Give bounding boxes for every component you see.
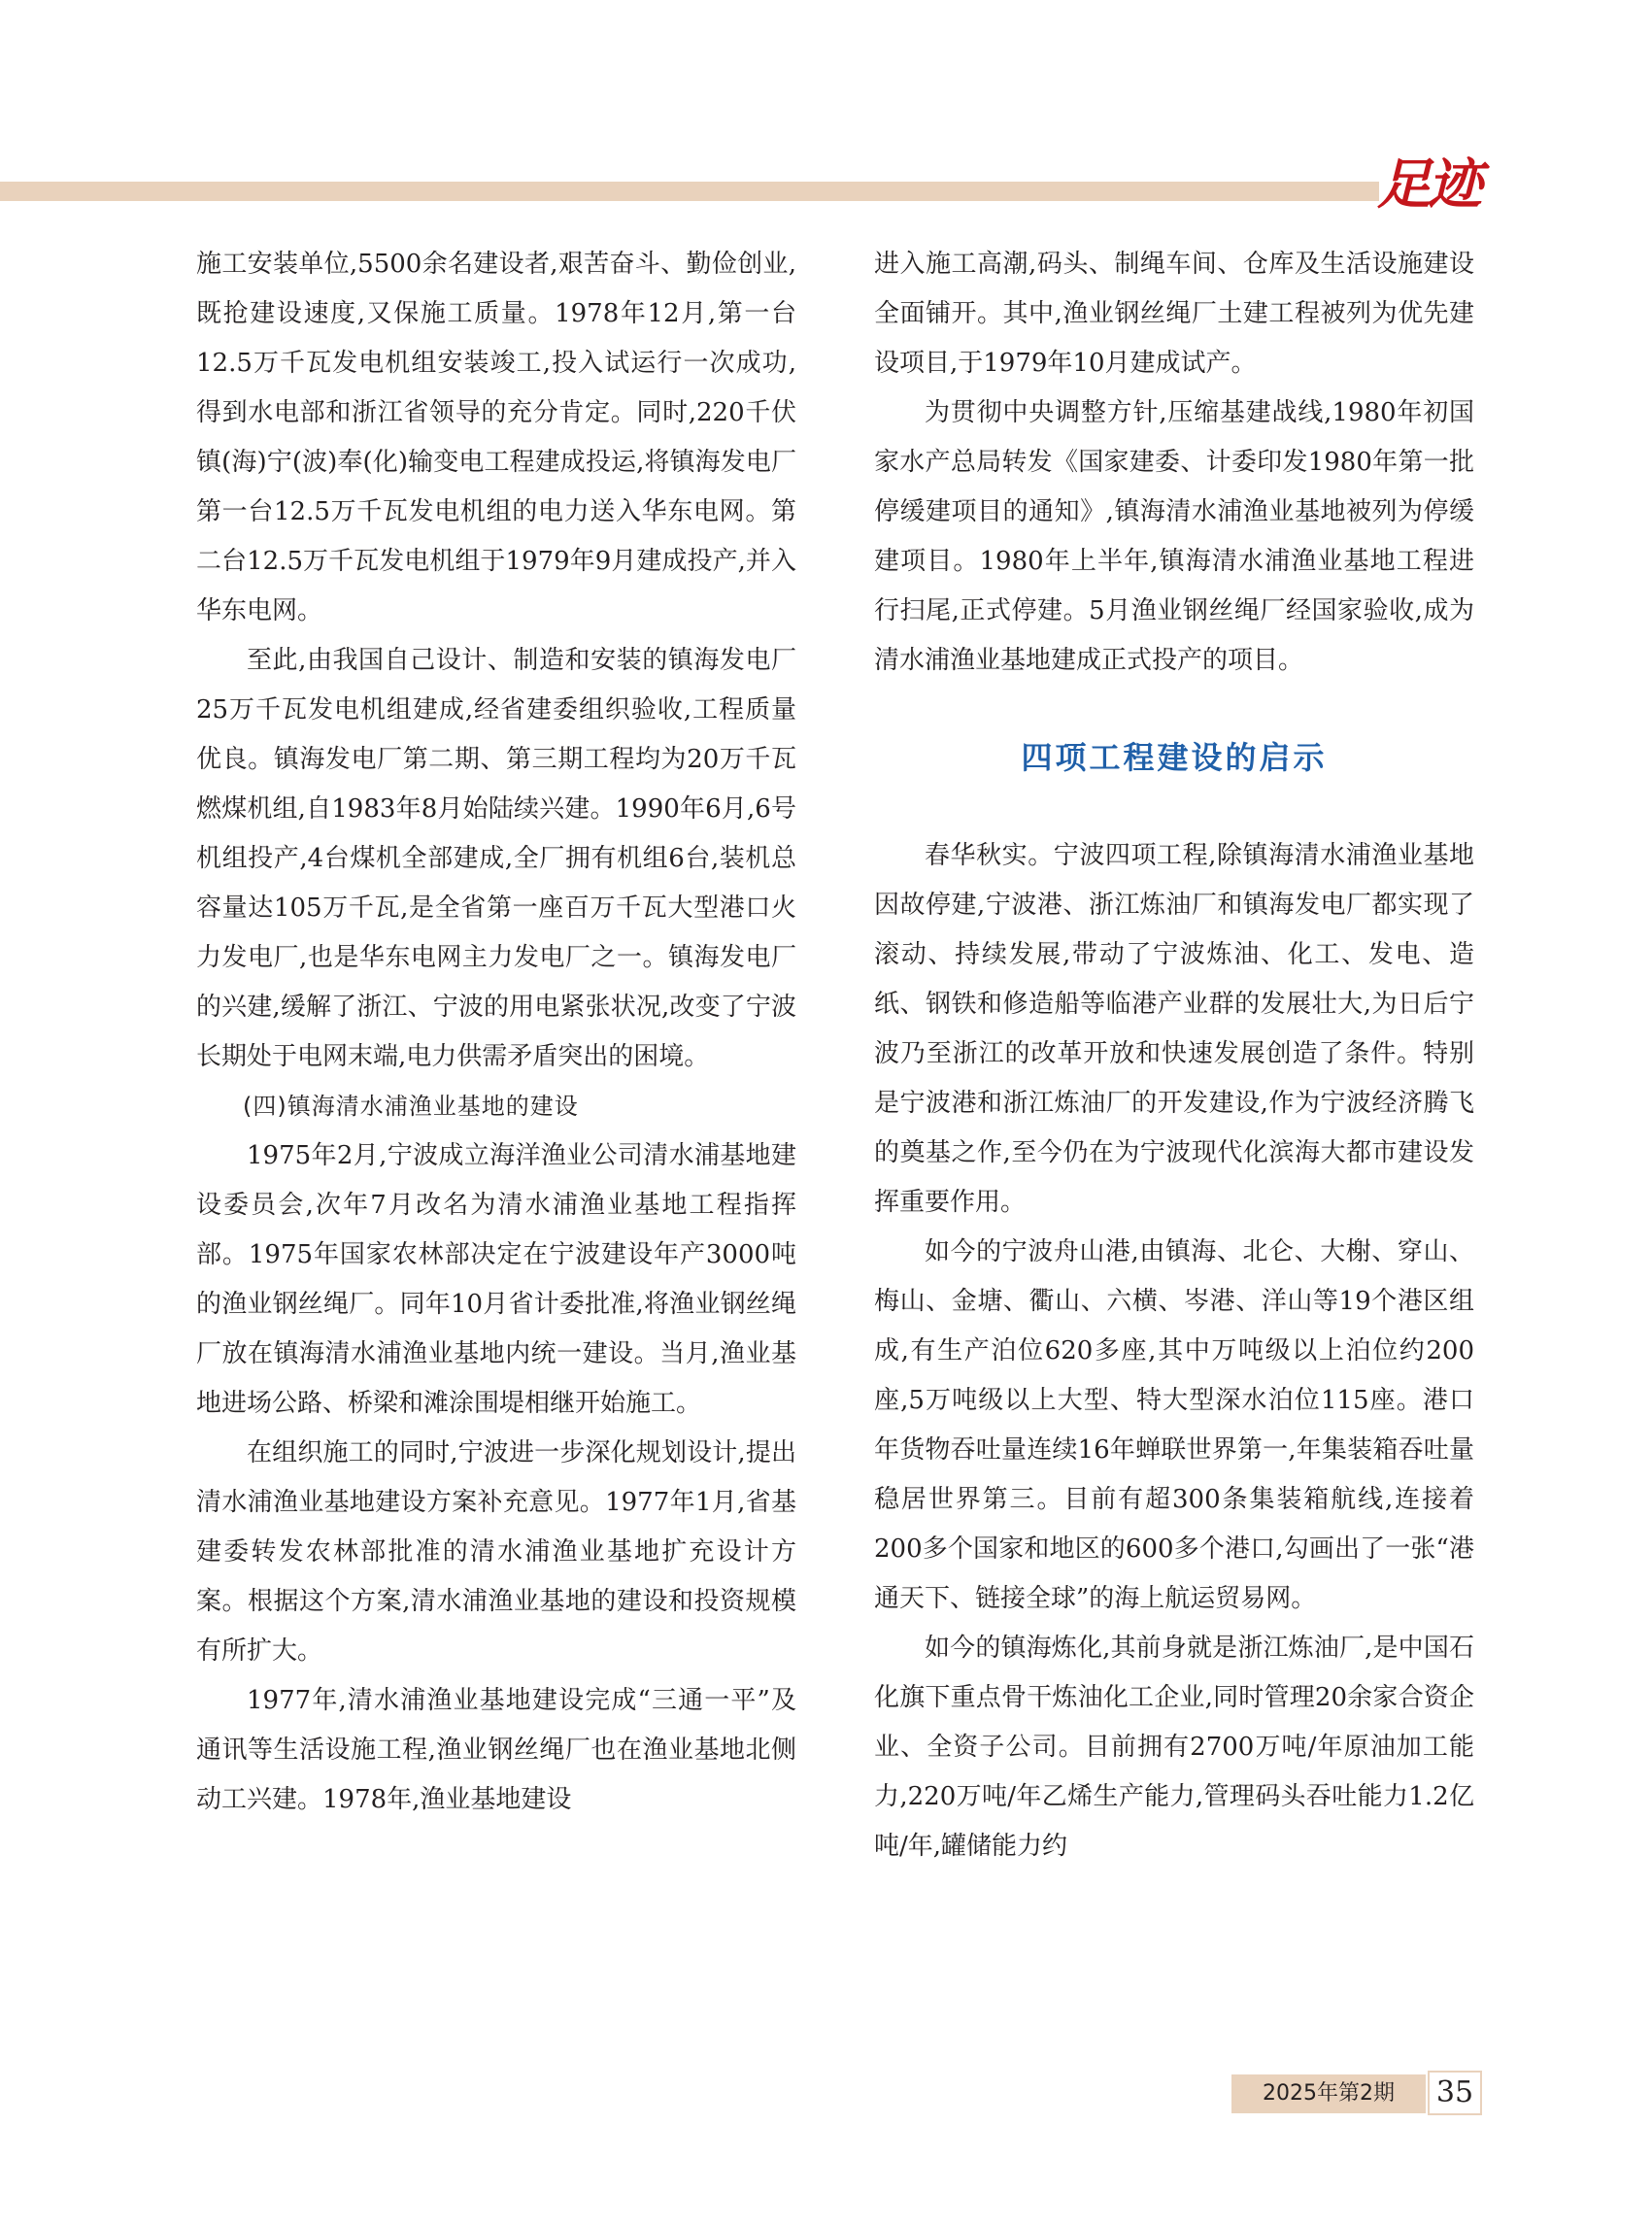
page-number: 35 [1428,2071,1482,2115]
paragraph: 至此,由我国自己设计、制造和安装的镇海发电厂25万千瓦发电机组建成,经省建委组织验收,工程质量优良。镇海发电厂第二期、第三期工程均为20万千瓦燃煤机组,自1983年8月始陆续兴建。1990年6月,6号机组投产,4台煤机全部建成,全厂拥有机组6台,装机总容量达105万千瓦,是全省第一座百万千瓦大型港口火力发电厂,也是华东电网主力发电厂之一。镇海发电厂的兴建,缓解了浙江、宁波的用电紧张状况,改变了宁波长期处于电网末端,电力供需矛盾突出的困境。 [196,646,796,1071]
paragraph: 在组织施工的同时,宁波进一步深化规划设计,提出清水浦渔业基地建设方案补充意见。1977年1月,省基建委转发农林部批准的清水浦渔业基地扩充设计方案。根据这个方案,清水浦渔业基地的建设和投资规模有所扩大。 [196,1438,796,1666]
paragraph: 如今的宁波舟山港,由镇海、北仑、大榭、穿山、梅山、金塘、衢山、六横、岑港、洋山等19个港区组成,有生产泊位620多座,其中万吨级以上泊位约200座,5万吨级以上大型、特大型深水泊位115座。港口年货物吞吐量连续16年蝉联世界第一,年集装箱吞吐量稳居世界第三。目前有超300条集装箱航线,连接着200多个国家和地区的600多个港口,勾画出了一张“港通天下、链接全球”的海上航运贸易网。 [874,1237,1474,1613]
left-column [196,240,796,1825]
paragraph: 施工安装单位,5500余名建设者,艰苦奋斗、勤俭创业,既抢建设速度,又保施工质量。1978年12月,第一台12.5万千瓦发电机组安装竣工,投入试运行一次成功,得到水电部和浙江省领导的充分肯定。同时,220千伏镇(海)宁(波)奉(化)输变电工程建成投运,将镇海发电厂第一台12.5万千瓦发电机组的电力送入华东电网。第二台12.5万千瓦发电机组于1979年9月建成投产,并入华东电网。 [196,250,796,625]
paragraph: 为贯彻中央调整方针,压缩基建战线,1980年初国家水产总局转发《国家建委、计委印发1980年第一批停缓建项目的通知》,镇海清水浦渔业基地被列为停缓建项目。1980年上半年,镇海清水浦渔业基地工程进行扫尾,正式停建。5月渔业钢丝绳厂经国家验收,成为清水浦渔业基地建成正式投产的项目。 [874,398,1474,675]
header-band [0,182,1379,201]
section-title: 四项工程建设的启示 [1021,739,1328,776]
subheading: (四)镇海清水浦渔业基地的建设 [243,1093,579,1120]
paragraph: 1977年,清水浦渔业基地建设完成“三通一平”及通讯等生活设施工程,渔业钢丝绳厂也在渔业基地北侧动工兴建。1978年,渔业基地建设 [196,1686,796,1814]
paragraph: 进入施工高潮,码头、制绳车间、仓库及生活设施建设全面铺开。其中,渔业钢丝绳厂土建工程被列为优先建设项目,于1979年10月建成试产。 [874,250,1474,378]
paragraph: 1975年2月,宁波成立海洋渔业公司清水浦基地建设委员会,次年7月改名为清水浦渔业基地工程指挥部。1975年国家农林部决定在宁波建设年产3000吨的渔业钢丝绳厂。同年10月省计委批准,将渔业钢丝绳厂放在镇海清水浦渔业基地内统一建设。当月,渔业基地进场公路、桥梁和滩涂围堤相继开始施工。 [196,1141,796,1418]
magazine-logo: 足迹 [1377,152,1478,217]
issue-label: 2025年第2期 [1231,2074,1426,2113]
right-column [874,240,1474,1871]
paragraph: 春华秋实。宁波四项工程,除镇海清水浦渔业基地因故停建,宁波港、浙江炼油厂和镇海发电厂都实现了滚动、持续发展,带动了宁波炼油、化工、发电、造纸、钢铁和修造船等临港产业群的发展壮大,为日后宁波乃至浙江的改革开放和快速发展创造了条件。特别是宁波港和浙江炼油厂的开发建设,作为宁波经济腾飞的奠基之作,至今仍在为宁波现代化滨海大都市建设发挥重要作用。 [874,841,1474,1217]
paragraph: 如今的镇海炼化,其前身就是浙江炼油厂,是中国石化旗下重点骨干炼油化工企业,同时管理20余家合资企业、全资子公司。目前拥有2700万吨/年原油加工能力,220万吨/年乙烯生产能力,管理码头吞吐能力1.2亿吨/年,罐储能力约 [874,1634,1474,1861]
